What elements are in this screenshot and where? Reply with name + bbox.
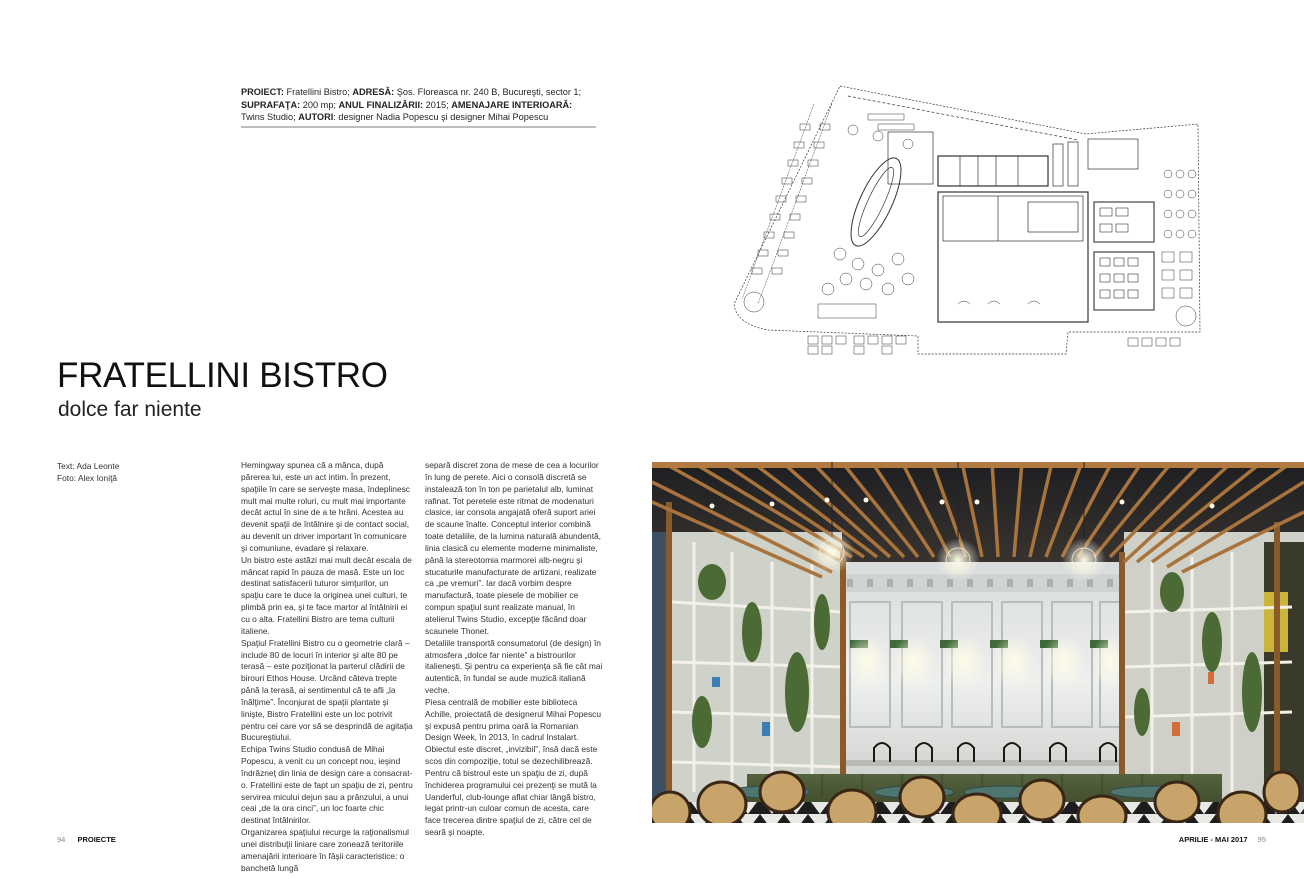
text-credit: Text: Ada Leonte [57,461,120,471]
bistro-interior-photo [652,462,1304,823]
footer-right [1179,835,1266,844]
paragraph: Pentru că bistroul este un spaţiu de zi, după închiderea programului cei prezenţi se mută la Uanderful, club-lounge aflat chiar lângă bistro, legat printr-un culoar comun de acesta, care face trecerea dintre spaţiul de zi, către cel de seară şi noapte. [425,767,597,838]
authors-label: AUTORI [298,112,334,123]
year-label: ANUL FINALIZĂRII: [338,99,424,110]
project-value: Fratellini Bistro; [286,87,350,97]
address-label: ADRESĂ: [352,87,395,97]
article-title: FRATELLINI BISTRO [57,356,388,395]
page-number-right: 95 [1257,835,1266,844]
paragraph: Un bistro este astăzi mai mult decât escala de mâncat rapid în pauza de masă. Este un loc destinat satisfacerii tuturor simţurilor, un spaţiu care te duce la originea unei culturi, te plimbă prin ea, şi te face martor al întâlnirii ei cu o alta. Fratellini Bistro are tema culturii italiene. [241,554,412,636]
paragraph: separă discret zona de mese de cea a locurilor în lung de perete. Aici o consolă discretă se instalează ton în ton pe parietalul alb, luminat rafinat. Tot peretele este ritmat de modenaturi clasice, iar consola angajată oferă suport ariei de scaune înalte. Conceptul interior combină toate detaliile, de la lumina naturală abundentă, linia clasică cu elemente moderne minimaliste, până la stereotomia marmorei alb-negru şi stucaturile manufacturate de artizani, realizate ca „pe vremuri”. Iar dacă vorbim despre manufactură, toate piesele de mobilier ce compun spaţiul sunt realizate manual, în atelierul Twins Studio, excepţie făcând doar scaunele Thonet. [425,460,602,636]
address-value: Şos. Floreasca nr. 240 B, Bucureşti, sector 1; [396,87,582,97]
project-info [241,86,601,124]
area-label: SUPRAFAŢA: [241,99,301,110]
paragraph: Spaţiul Fratellini Bistro cu o geometrie clară – include 80 de locuri în interior şi alte 80 pe terasă – este poziţionat la parterul clădirii de birouri Ethos House. Urcând câteva trepte până la terasă, ai sentimentul că te afli „la înălţime”. Înconjurat de spaţii plantate şi linişte, Bistro Fratellini este un loc potrivit pentru cei care vor să se desprindă de agitaţia Bucureştiului. [241,637,413,743]
interior-label: AMENAJARE INTERIOARĂ: [451,99,573,110]
paragraph: Detaliile transportă consumatorul (de design) în atmosfera „dolce far niente” a bistrourilor italieneşti. Şi pentru ca experienţa să fie cât mai autentică, în fundal se aude muzică italiană veche. [425,637,603,696]
photo-credit: Foto: Alex Ioniţă [57,473,118,483]
issue-date: APRILIE - MAI 2017 [1178,835,1248,844]
footer-left [57,835,116,844]
article-credits [57,460,119,484]
paragraph: Piesa centrală de mobilier este biblioteca Achille, proiectată de designerul Mihai Popescu şi expusă pentru prima oară la Romanian Design Week, în 2013, în cadrul Instalart. Obiectul este discret, „invizibil”, însă dacă este scos din compoziţie, totul se dezechilibrează. [425,696,601,767]
floor-plan-image [728,84,1204,368]
article-column-2 [425,460,603,839]
project-label: PROIECT: [241,87,284,97]
article-subtitle: dolce far niente [58,398,202,421]
interior-value: Twins Studio; [241,112,296,123]
year-value: 2015; [425,99,449,110]
paragraph: Echipa Twins Studio condusă de Mihai Popescu, a venit cu un concept nou, ieşind îndrăzneţ din linia de design care a consacrat-o. Fratellini este de fapt un spaţiu de zi, pentru servirea micului dejun sau a prânzului, a unui ceai „de la ora cinci”, un loc foarte chic destinat întâlnirilor. [241,744,413,826]
page-number-left: 94 [57,835,66,844]
authors-value: : designer Nadia Popescu şi designer Mihai Popescu [333,112,549,123]
paragraph: Organizarea spaţiului recurge la raţionalismul unei distribuţii liniare care zonează teritoriile amenajării interioare în fâşii caracteristice: o banchetă lungă [241,827,410,873]
paragraph: Hemingway spunea că a mânca, după părerea lui, este un act intim. În prezent, spaţiile în care se serveşte masa, îndeplinesc mult mai multe roluri, cu mult mai importante decât actul în sine de a te hrăni. Acestea au devenit spaţii de întâlnire şi de contact social, au devenit un driver important în comunicare şi comuniune, evadare şi relaxare. [241,460,410,553]
project-info-divider [241,126,596,128]
section-name: PROIECTE [77,835,116,844]
area-value: 200 mp; [302,99,336,110]
article-column-1 [241,460,413,875]
